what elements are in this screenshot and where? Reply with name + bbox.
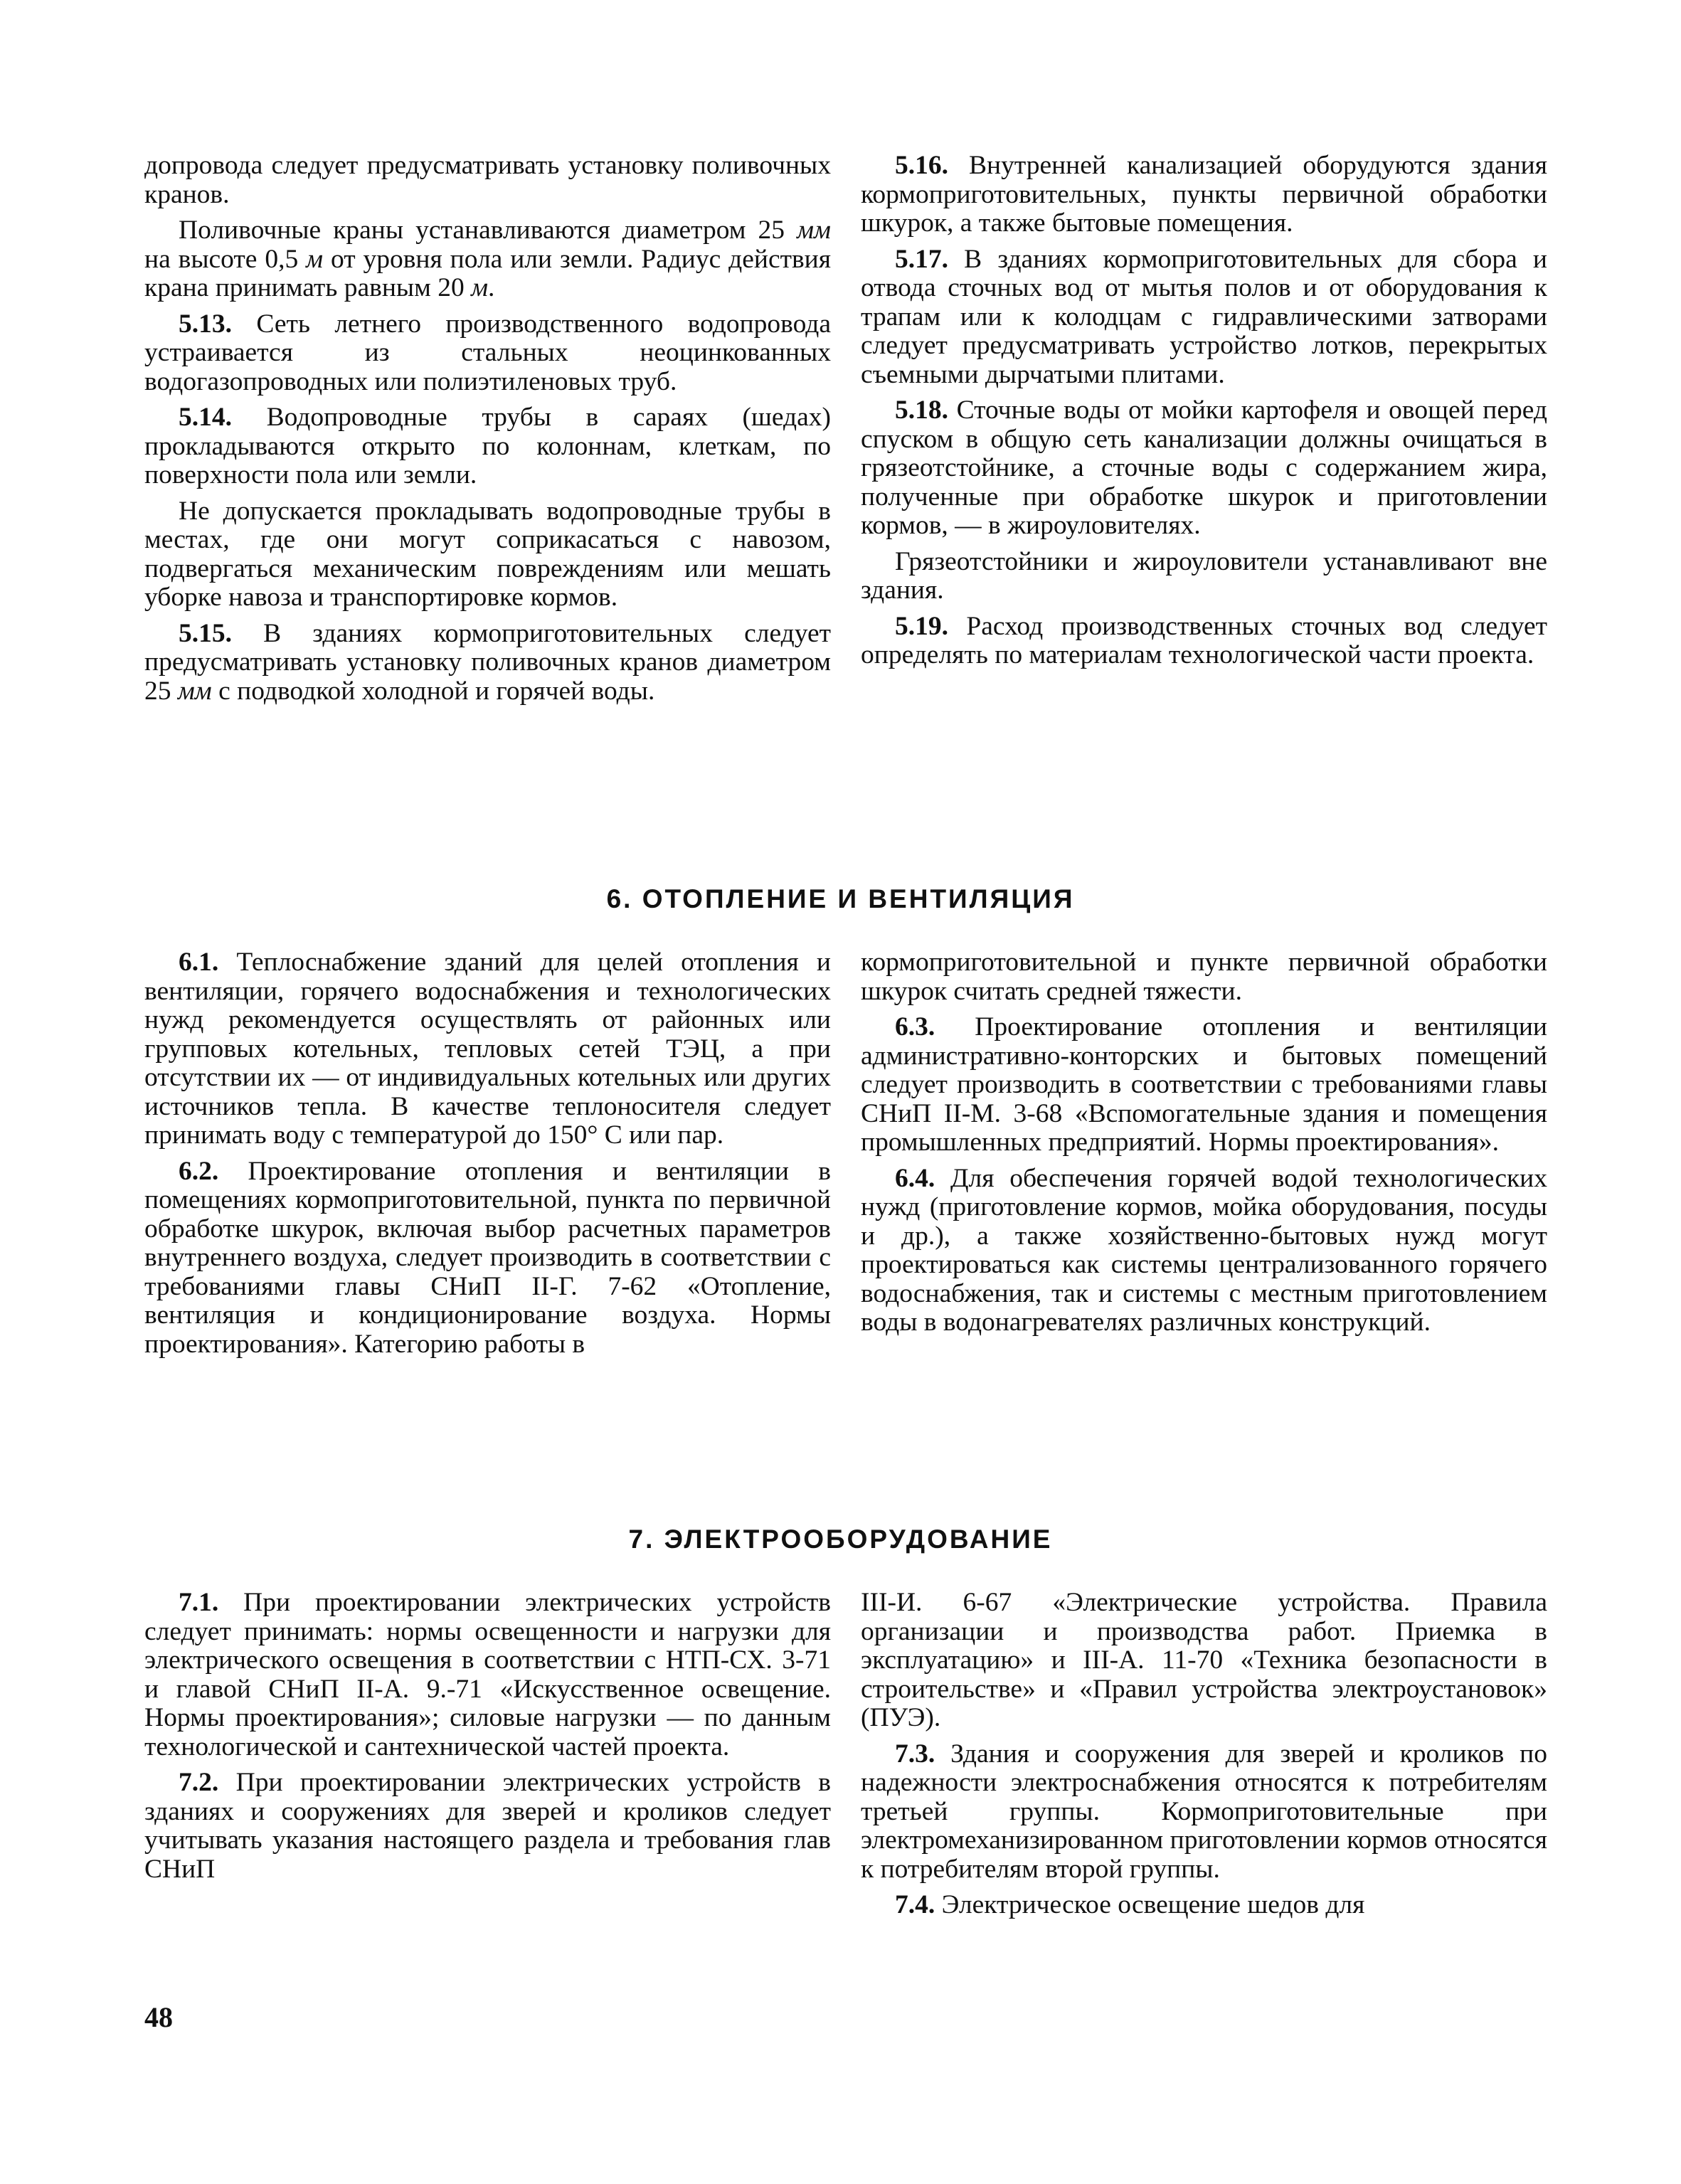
clause-number: 5.18.	[895, 396, 948, 425]
unit: м	[471, 273, 489, 302]
paragraph	[144, 497, 831, 613]
clause-7-1	[144, 1589, 831, 1761]
section-heading-7: 7. ЭЛЕКТРООБОРУДОВАНИЕ	[628, 1525, 1053, 1554]
text: Грязеотстойники и жироуловители устанавливают вне здания.	[861, 546, 1547, 605]
text: Для обеспечения горячей водой технологических нужд (приготовление кормов, мойка оборудования, посуды и др.), а также хозяйственно-бытовых нужд могут проектироваться как системы централизованного горячего водоснабжения, так и системы с местным приготовлением воды в водонагревателях различных конструкций.	[861, 1163, 1547, 1337]
clause-number: 5.17.	[895, 244, 948, 274]
clause-number: 6.2.	[179, 1156, 219, 1186]
text: на высоте 0,5	[144, 244, 307, 274]
text: Расход производственных сточных вод следует определять по материалам технологической части проекта.	[861, 611, 1547, 669]
clause-5-18	[861, 396, 1547, 541]
sec7-right-column	[861, 1589, 1547, 1927]
sec6-right-column	[861, 948, 1547, 1345]
text: .	[488, 273, 495, 302]
sec7-left-column	[144, 1589, 831, 1891]
text: Сеть летнего производственного водопровода устраивается из стальных неоцинкованных водогазопроводных или полиэтиленовых труб.	[144, 309, 831, 396]
paragraph	[861, 948, 1547, 1006]
clause-6-2	[144, 1157, 831, 1359]
clause-number: 5.13.	[179, 309, 232, 339]
clause-number: 5.19.	[895, 611, 948, 641]
sec5-right-column	[861, 152, 1547, 677]
text: Внутренней канализацией оборудуются здания кормоприготовительных, пункты первичной обработки шкурок, а также бытовые помещения.	[861, 151, 1547, 238]
text: Проектирование отопления и вентиляции административно-конторских и бытовых помещений следует производить в соответствии с требованиями главы СНиП II-М. 3-68 «Вспомогательные здания и помещения промышленных предприятий. Нормы проектирования».	[861, 1012, 1547, 1157]
sec6-left-column	[144, 948, 831, 1366]
clause-5-13	[144, 310, 831, 397]
sec5-left-column	[144, 152, 831, 713]
clause-number: 5.16.	[895, 151, 948, 180]
text: Электрическое освещение шедов для	[935, 1890, 1365, 1919]
unit: мм	[177, 676, 212, 706]
text: допровода следует предусматривать установку поливочных кранов.	[144, 151, 831, 209]
clause-7-3	[861, 1740, 1547, 1885]
clause-number: 5.15.	[179, 618, 232, 648]
section-heading-6: 6. ОТОПЛЕНИЕ И ВЕНТИЛЯЦИЯ	[606, 884, 1075, 913]
text: При проектировании электрических устройств следует принимать: нормы освещенности и нагрузки для электрического освещения в соответствии с НТП-СХ. 3-71 и главой СНиП II-А. 9.-71 «Искусственное освещение. Нормы проектирования»; силовые нагрузки — по данным технологической и сантехнической частей проекта.	[144, 1588, 831, 1761]
page-number: 48	[144, 2001, 173, 2033]
paragraph	[861, 1589, 1547, 1733]
clause-number: 7.3.	[895, 1739, 935, 1769]
clause-5-19	[861, 613, 1547, 670]
text: При проектировании электрических устройств в зданиях и сооружениях для зверей и кроликов следует учитывать указания настоящего раздела и требования глав СНиП	[144, 1768, 831, 1884]
paragraph	[861, 548, 1547, 605]
clause-number: 5.14.	[179, 403, 232, 432]
clause-6-4	[861, 1165, 1547, 1337]
text: Не допускается прокладывать водопроводные трубы в местах, где они могут соприкасаться с навозом, подвергаться механическим повреждениям или мешать уборке навоза и транспортировке кормов.	[144, 496, 831, 612]
clause-number: 6.3.	[895, 1012, 935, 1041]
paragraph	[144, 216, 831, 303]
clause-5-16	[861, 152, 1547, 238]
text: Проектирование отопления и вентиляции в помещениях кормоприготовительной, пункта по первичной обработке шкурок, включая выбор расчетных параметров внутреннего воздуха, следует производить в соответствии с требованиями главы СНиП II-Г. 7-62 «Отопление, вентиляция и кондиционирование воздуха. Нормы проектирования». Категорию работы в	[144, 1156, 831, 1359]
paragraph	[144, 152, 831, 209]
clause-number: 7.4.	[895, 1890, 935, 1919]
text: III-И. 6-67 «Электрические устройства. Правила организации и производства работ. Приемка в эксплуатацию» и III-А. 11-70 «Техника безопасности в строительстве» и «Правил устройства электроустановок» (ПУЭ).	[861, 1588, 1547, 1732]
text: Поливочные краны устанавливаются диаметром 25	[179, 216, 797, 245]
unit: м	[306, 244, 324, 274]
clause-5-14	[144, 403, 831, 490]
text: Сточные воды от мойки картофеля и овощей перед спуском в общую сеть канализации должны очищаться в грязеотстойнике, а сточные воды с содержанием жира, полученные при обработке шкурок и приготовлении кормов, — в жироуловителях.	[861, 396, 1547, 540]
clause-5-15	[144, 620, 831, 706]
clause-5-17	[861, 245, 1547, 390]
clause-7-2	[144, 1769, 831, 1884]
text: В зданиях кормоприготовительных для сбора и отвода сточных вод от мытья полов и от оборудования к трапам или к колодцам с гидравлическими затворами следует предусматривать устройство лотков, перекрытых съемными дырчатыми плитами.	[861, 244, 1547, 389]
text: Здания и сооружения для зверей и кроликов по надежности электроснабжения относятся к потребителям третьей группы. Кормоприготовительные при электромеханизированном приготовлении кормов относятся к потребителям второй группы.	[861, 1739, 1547, 1884]
clause-number: 7.1.	[179, 1588, 219, 1617]
text: кормоприготовительной и пункте первичной обработки шкурок считать средней тяжести.	[861, 948, 1547, 1006]
text: Теплоснабжение зданий для целей отопления и вентиляции, горячего водоснабжения и технологических нужд рекомендуется осуществлять от районных или групповых котельных, тепловых сетей ТЭЦ, а при отсутствии их — от индивидуальных котельных или других источников тепла. В качестве теплоносителя следует принимать воду с температурой до 150° С или пар.	[144, 948, 831, 1150]
text: Водопроводные трубы в сараях (шедах) прокладываются открыто по колоннам, клеткам, по поверхности пола или земли.	[144, 403, 831, 489]
clause-6-1	[144, 948, 831, 1150]
clause-number: 7.2.	[179, 1768, 219, 1797]
clause-number: 6.1.	[179, 948, 219, 977]
text: от уровня пола или земли. Радиус действия крана принимать равным 20	[144, 244, 831, 302]
text: В зданиях кормоприготовительных следует предусматривать установку поливочных кранов диаметром 25	[144, 618, 831, 706]
clause-7-4	[861, 1891, 1547, 1920]
unit: мм	[797, 216, 831, 245]
text: с подводкой холодной и горячей воды.	[211, 676, 655, 706]
clause-number: 6.4.	[895, 1163, 935, 1193]
clause-6-3	[861, 1013, 1547, 1157]
